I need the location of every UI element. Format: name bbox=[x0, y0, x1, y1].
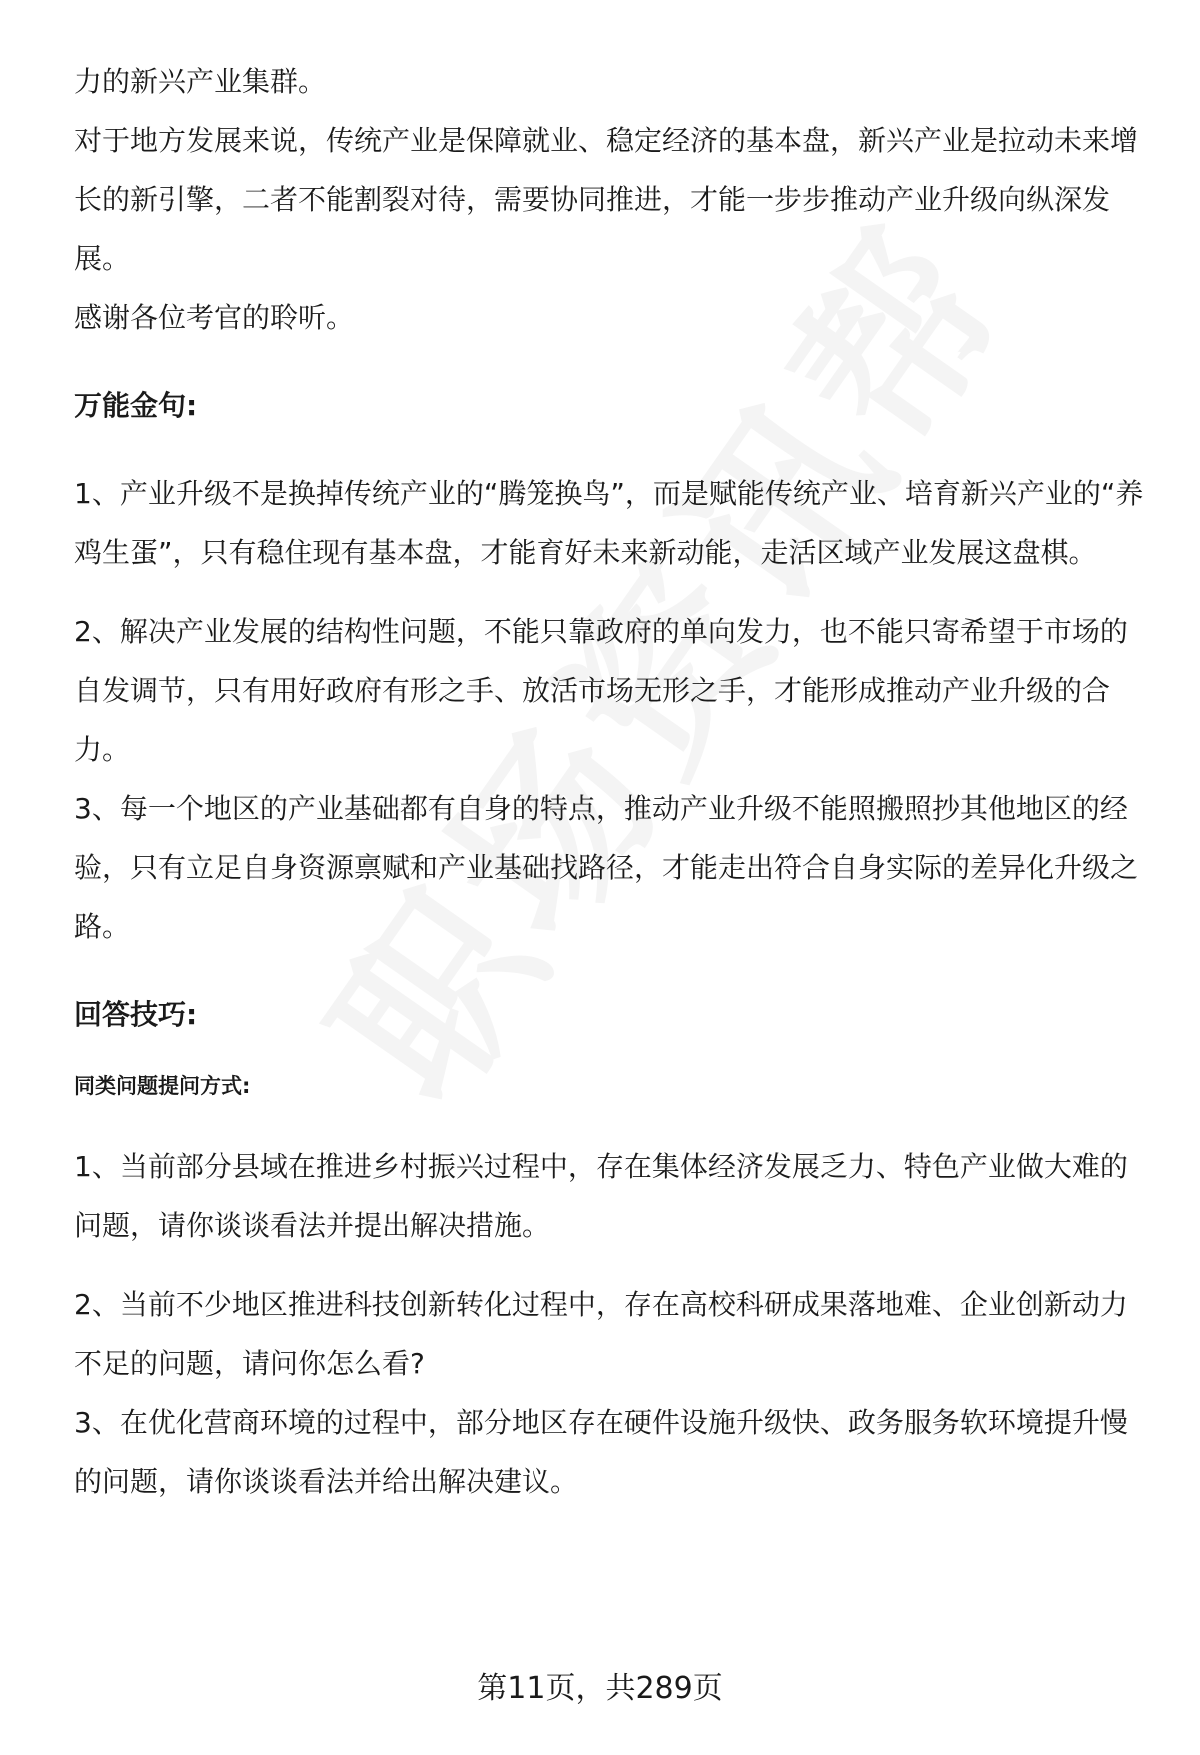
similar-question-3: 3、在优化营商环境的过程中，部分地区存在硬件设施升级快、政务服务软环境提升慢的问题，请你谈谈看法并给出解决建议。 bbox=[74, 1406, 1128, 1498]
golden-sentence-3: 3、每一个地区的产业基础都有自身的特点，推动产业升级不能照搬照抄其他地区的经验，只有立足自身资源禀赋和产业基础找路径，才能走出符合自身实际的差异化升级之路。 bbox=[74, 792, 1139, 943]
golden-sentences-heading: 万能金句: bbox=[74, 389, 198, 422]
similar-questions-heading: 同类问题提问方式: bbox=[74, 1074, 251, 1098]
intro-paragraph-3: 感谢各位考官的聆听。 bbox=[74, 301, 355, 334]
golden-sentence-2: 2、解决产业发展的结构性问题，不能只靠政府的单向发力，也不能只寄希望于市场的自发调节，只有用好政府有形之手、放活市场无形之手，才能形成推动产业升级的合力。 bbox=[74, 615, 1128, 766]
similar-question-2: 2、当前不少地区推进科技创新转化过程中，存在高校科研成果落地难、企业创新动力不足的问题，请问你怎么看? bbox=[74, 1288, 1128, 1380]
page-number: 第11页，共289页 bbox=[477, 1671, 723, 1706]
intro-paragraph-2: 对于地方发展来说，传统产业是保障就业、稳定经济的基本盘，新兴产业是拉动未来增长的新引擎，二者不能割裂对待，需要协同推进，才能一步步推动产业升级向纵深发展。 bbox=[74, 124, 1139, 275]
page-content bbox=[74, 52, 1144, 1511]
intro-paragraph-1: 力的新兴产业集群。 bbox=[74, 65, 327, 98]
answer-tips-heading: 回答技巧: bbox=[74, 998, 198, 1031]
similar-question-1: 1、当前部分县域在推进乡村振兴过程中，存在集体经济发展乏力、特色产业做大难的问题，请你谈谈看法并提出解决措施。 bbox=[74, 1150, 1128, 1242]
golden-sentence-1: 1、产业升级不是换掉传统产业的“腾笼换鸟”，而是赋能传统产业、培育新兴产业的“养鸡生蛋”，只有稳住现有基本盘，才能育好未来新动能，走活区域产业发展这盘棋。 bbox=[74, 477, 1144, 569]
